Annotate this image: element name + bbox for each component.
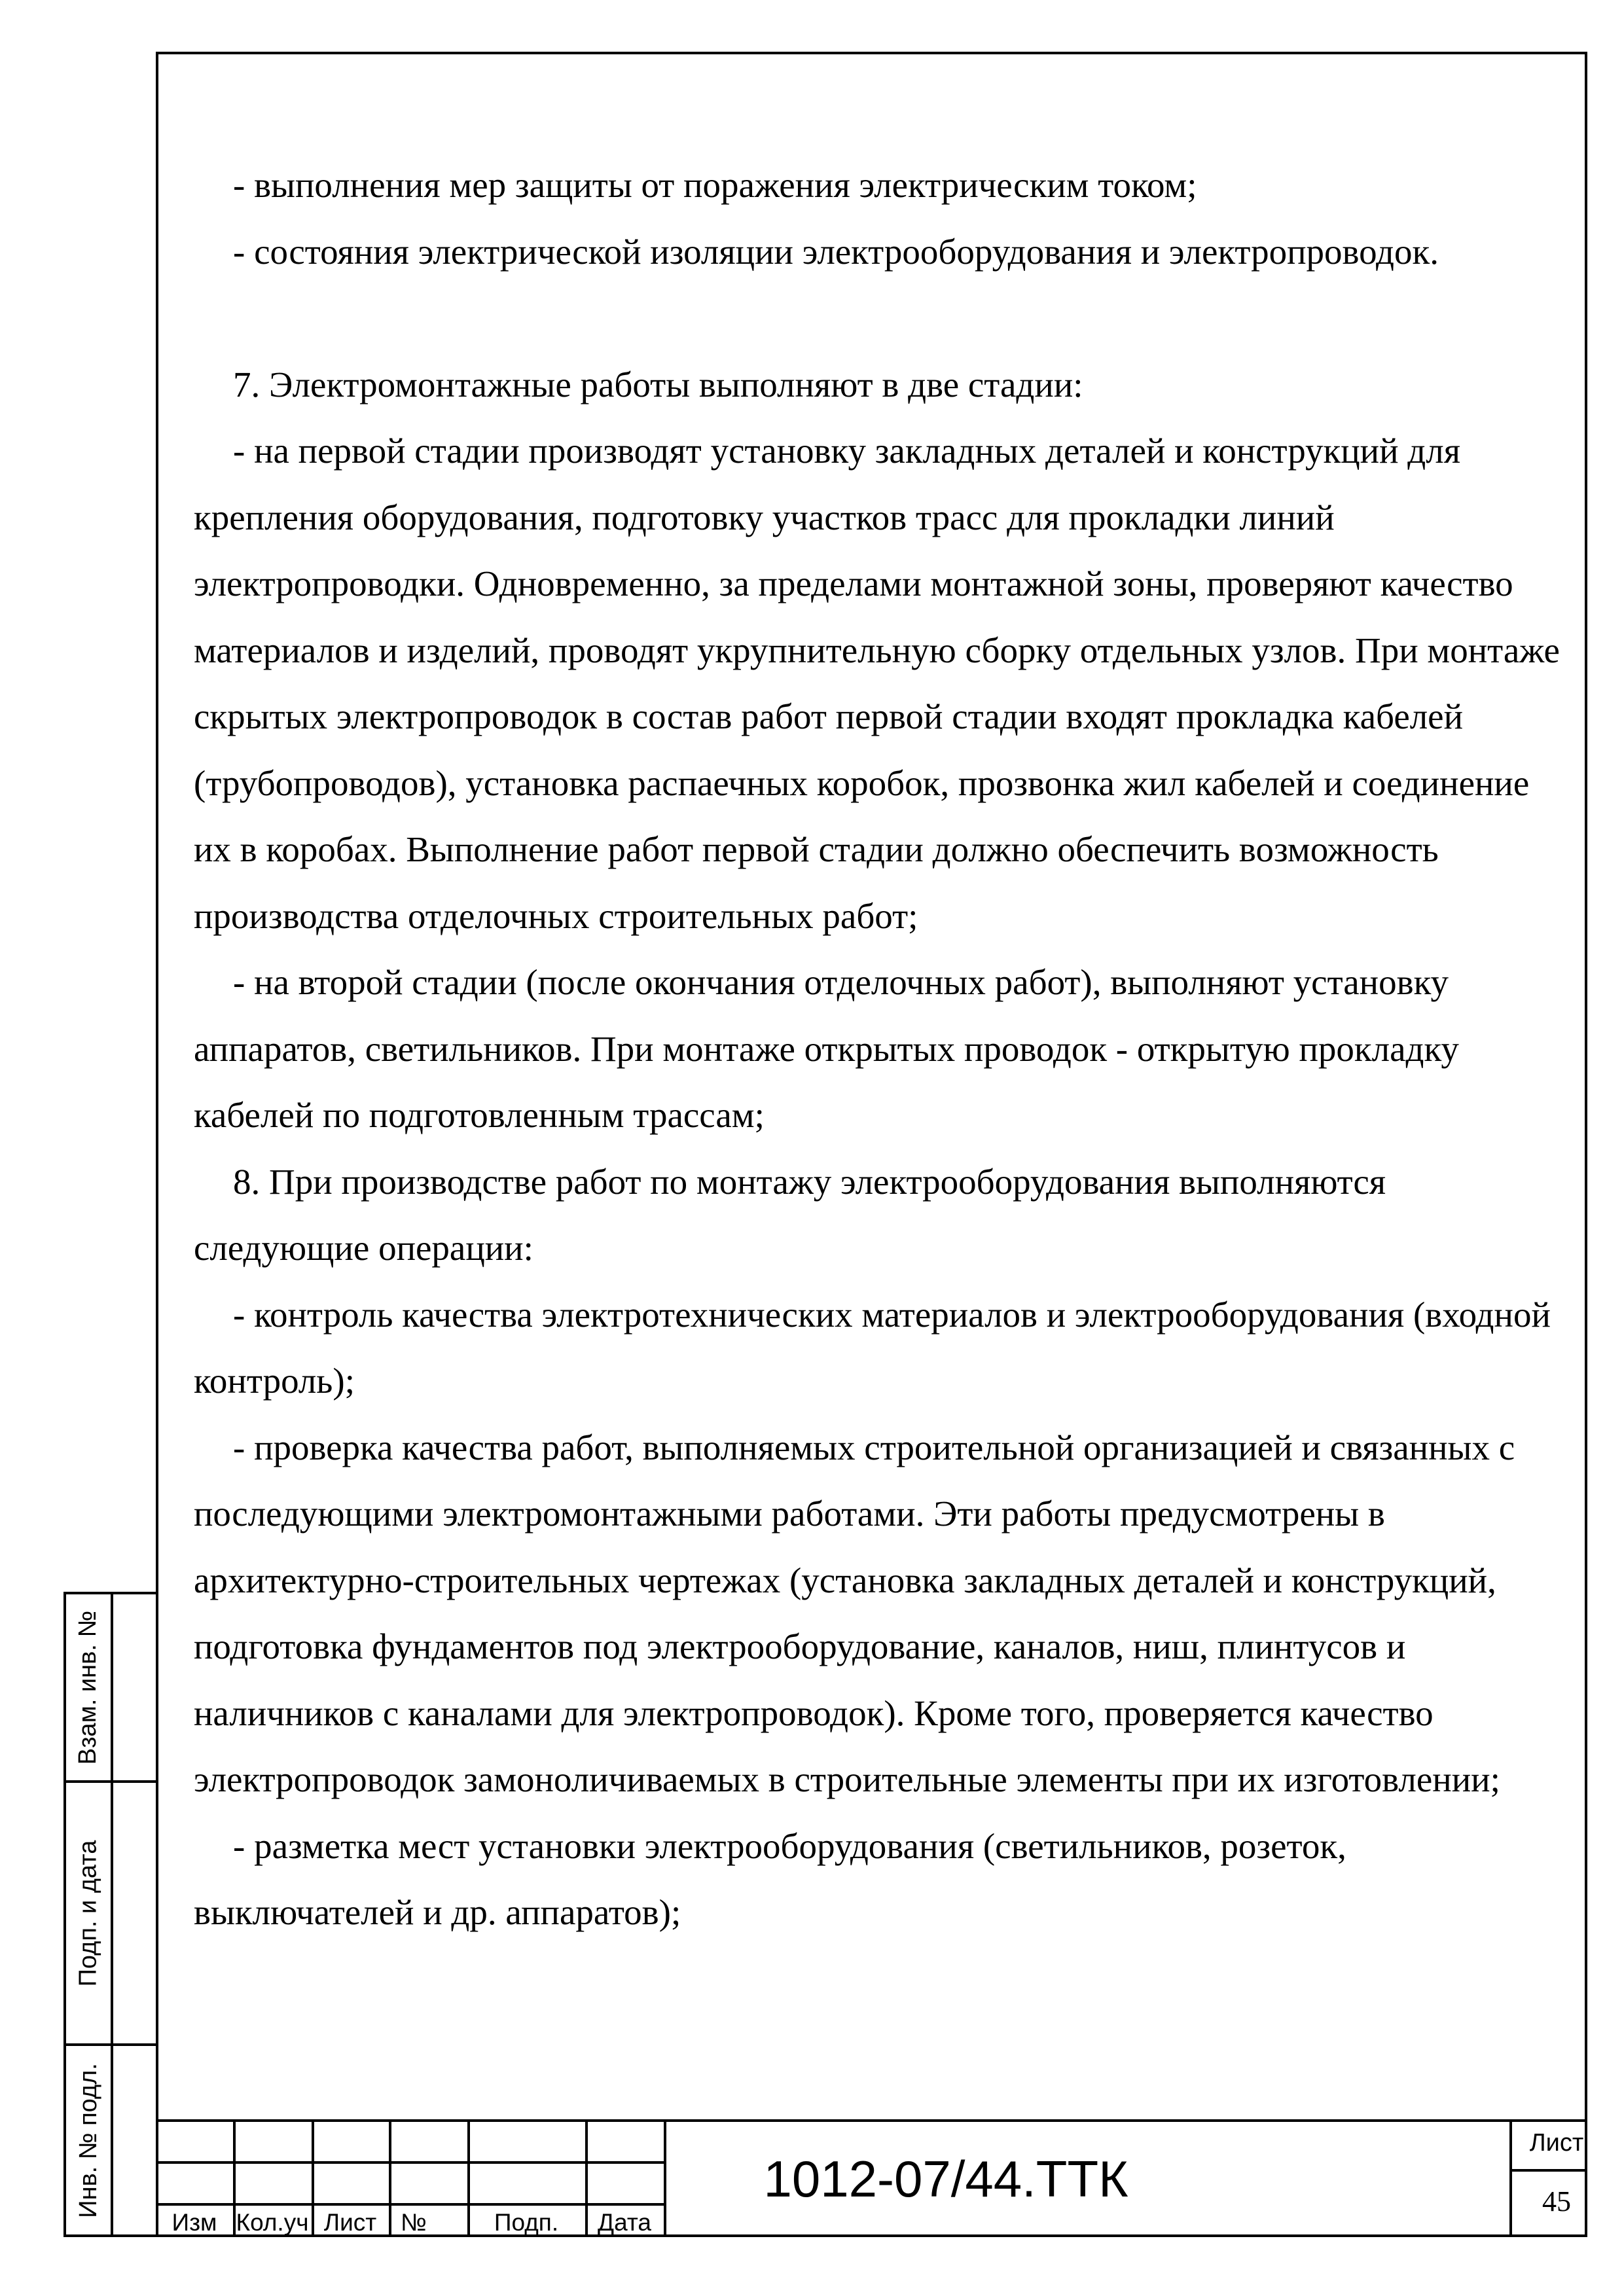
paragraph: 7. Электромонтажные работы выполняют в две стадии: — [233, 364, 1083, 404]
column-header-signature: Подп. — [494, 2209, 559, 2236]
paragraph: 8. При производстве работ по монтажу электрооборудования выполняются следующие операции: — [194, 1161, 1386, 1268]
paragraph: - проверка качества работ, выполняемых строительной организацией и связанных с последующими электромонтажными работами. Эти работы предусмотрены в архитектурно-строительных чертежах (установка закладных деталей и конструкций, подготовка фундаментов под электрооборудование, каналов, ниш, плинтусов и наличников с каналами для электропроводок). Кроме того, проверяется качество электропроводок замоноличиваемых в строительные элементы при их изготовлении; — [194, 1427, 1515, 1799]
paragraph-spacer — [194, 285, 1562, 351]
sheet-box-divider — [1509, 2122, 1512, 2237]
side-stamp-label-signature-date: Подп. и дата — [74, 1840, 102, 1986]
paragraph: - выполнения мер защиты от поражения электрическим током; — [233, 165, 1197, 205]
side-stamp-divider — [66, 1594, 113, 2234]
column-header-document-number: № — [401, 2209, 427, 2236]
side-stamp — [63, 1592, 156, 2237]
sheet-number: 45 — [1542, 2185, 1571, 2217]
side-stamp-label-original-inv: Инв. № подл. — [74, 2062, 102, 2218]
sheet-label: Лист — [1529, 2128, 1584, 2157]
document-body — [194, 152, 1562, 1946]
side-stamp-label-replacement-inv: Взам. инв. № — [74, 1610, 102, 1765]
column-header-revision: Изм — [171, 2209, 217, 2236]
paragraph: - на второй стадии (после окончания отделочных работ), выполняют установку аппаратов, светильников. При монтаже открытых проводок - открытую прокладку кабелей по подготовленным трассам; — [194, 962, 1459, 1135]
document-code: 1012-07/44.ТТК — [763, 2149, 1128, 2208]
column-header-quantity: Кол.уч — [236, 2209, 309, 2236]
paragraph: - состояния электрической изоляции электрооборудования и электропроводок. — [233, 231, 1439, 272]
paragraph: - на первой стадии производят установку закладных деталей и конструкций для крепления оборудования, подготовку участков трасс для прокладки линий электропроводки. Одновременно, за пределами монтажной зоны, проверяют качество материалов и изделий, проводят укрупнительную сборку отдельных узлов. При монтаже скрытых электропроводок в состав работ первой стадии входят прокладка кабелей (трубопроводов), установка распаечных коробок, прозвонка жил кабелей и соединение их в коробах. Выполнение работ первой стадии должно обеспечить возможность производства отделочных строительных работ; — [194, 431, 1560, 936]
column-header-sheet: Лист — [323, 2209, 377, 2236]
paragraph: - разметка мест установки электрооборудования (светильников, розеток, выключателей и др. аппаратов); — [194, 1825, 1346, 1932]
column-header-date: Дата — [598, 2209, 651, 2236]
paragraph: - контроль качества электротехнических материалов и электрооборудования (входной контроль); — [194, 1294, 1551, 1401]
